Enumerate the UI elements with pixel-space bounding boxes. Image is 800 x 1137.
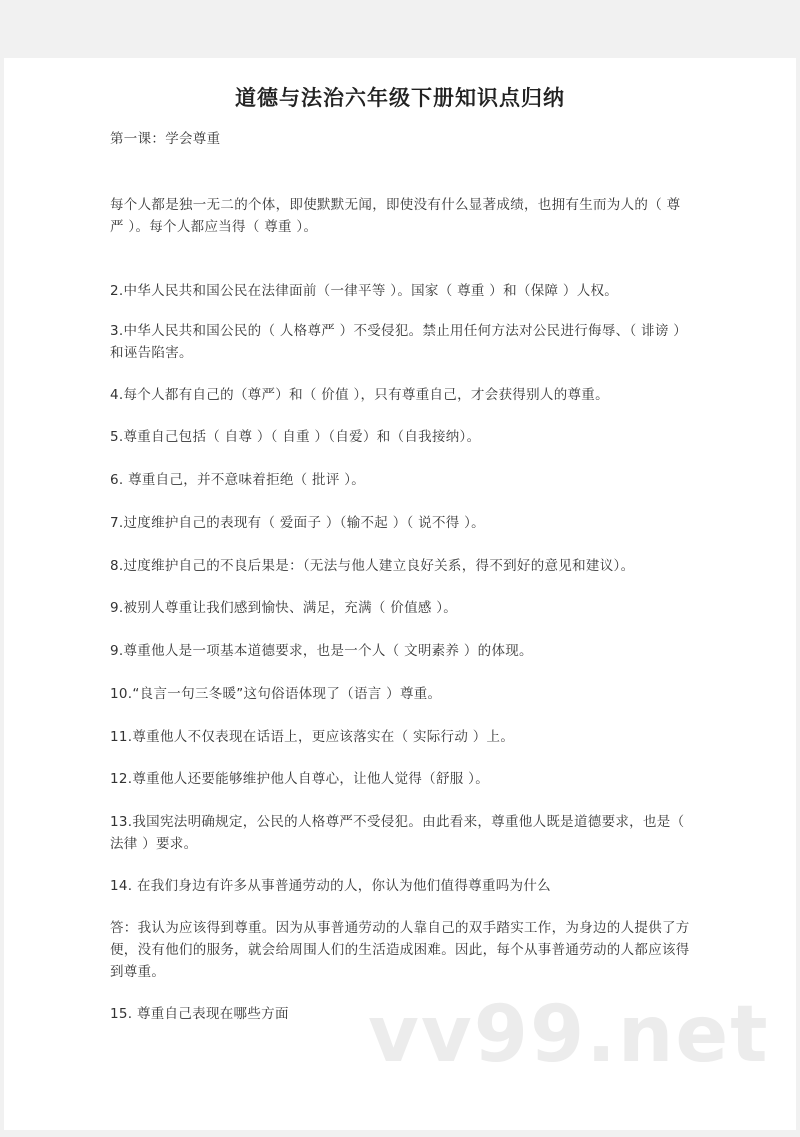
answer: 答：我认为应该得到尊重。因为从事普通劳动的人靠自己的双手踏实工作，为身边的人提供了方便，没有他们的服务，就会给周围人们的生活造成困难。因此，每个从事普通劳动的人都应该得到尊重。 bbox=[110, 920, 690, 980]
paragraph: 10.“良言一句三冬暖”这句俗语体现了（语言 ）尊重。 bbox=[110, 686, 442, 702]
paragraph: 3.中华人民共和国公民的（ 人格尊严 ）不受侵犯。禁止用任何方法对公民进行侮辱、（ 诽谤 ）和诬告陷害。 bbox=[110, 323, 688, 361]
paragraph: 7.过度维护自己的表现有（ 爱面子 ）（输不起 ）（ 说不得 ）。 bbox=[110, 515, 485, 531]
watermark: vv99.net bbox=[368, 990, 770, 1080]
paragraph: 4.每个人都有自己的（尊严）和（ 价值 ），只有尊重自己，才会获得别人的尊重。 bbox=[110, 387, 609, 403]
paragraph: 12.尊重他人还要能够维护他人自尊心，让他人觉得（舒服 ）。 bbox=[110, 771, 490, 787]
paragraph: 2.中华人民共和国公民在法律面前（一律平等 ）。国家（ 尊重 ）和（保障 ）人权。 bbox=[110, 283, 619, 299]
paragraph: 9.尊重他人是一项基本道德要求，也是一个人（ 文明素养 ）的体现。 bbox=[110, 643, 533, 659]
paragraph: 5.尊重自己包括（ 自尊 ）（ 自重 ）（自爱）和（自我接纳）。 bbox=[110, 429, 481, 445]
paragraph: 11.尊重他人不仅表现在话语上，更应该落实在（ 实际行动 ）上。 bbox=[110, 729, 515, 745]
paragraph: 6. 尊重自己，并不意味着拒绝（ 批评 ）。 bbox=[110, 472, 366, 488]
paragraph: 9.被别人尊重让我们感到愉快、满足，充满（ 价值感 ）。 bbox=[110, 600, 458, 616]
document-title: 道德与法治六年级下册知识点归纳 bbox=[235, 86, 565, 110]
paragraph: 8.过度维护自己的不良后果是：（无法与他人建立良好关系，得不到好的意见和建议）。 bbox=[110, 558, 635, 574]
question: 15. 尊重自己表现在哪些方面 bbox=[110, 1006, 289, 1022]
lesson-heading: 第一课：学会尊重 bbox=[110, 131, 221, 147]
paragraph: 13.我国宪法明确规定，公民的人格尊严不受侵犯。由此看来，尊重他人既是道德要求，也是（ 法律 ）要求。 bbox=[110, 814, 685, 852]
paragraph: 每个人都是独一无二的个体，即使默默无闻，即使没有什么显著成绩，也拥有生而为人的（ 尊严 ）。每个人都应当得（ 尊重 ）。 bbox=[110, 197, 681, 235]
question: 14. 在我们身边有许多从事普通劳动的人，你认为他们值得尊重吗为什么 bbox=[110, 878, 551, 894]
